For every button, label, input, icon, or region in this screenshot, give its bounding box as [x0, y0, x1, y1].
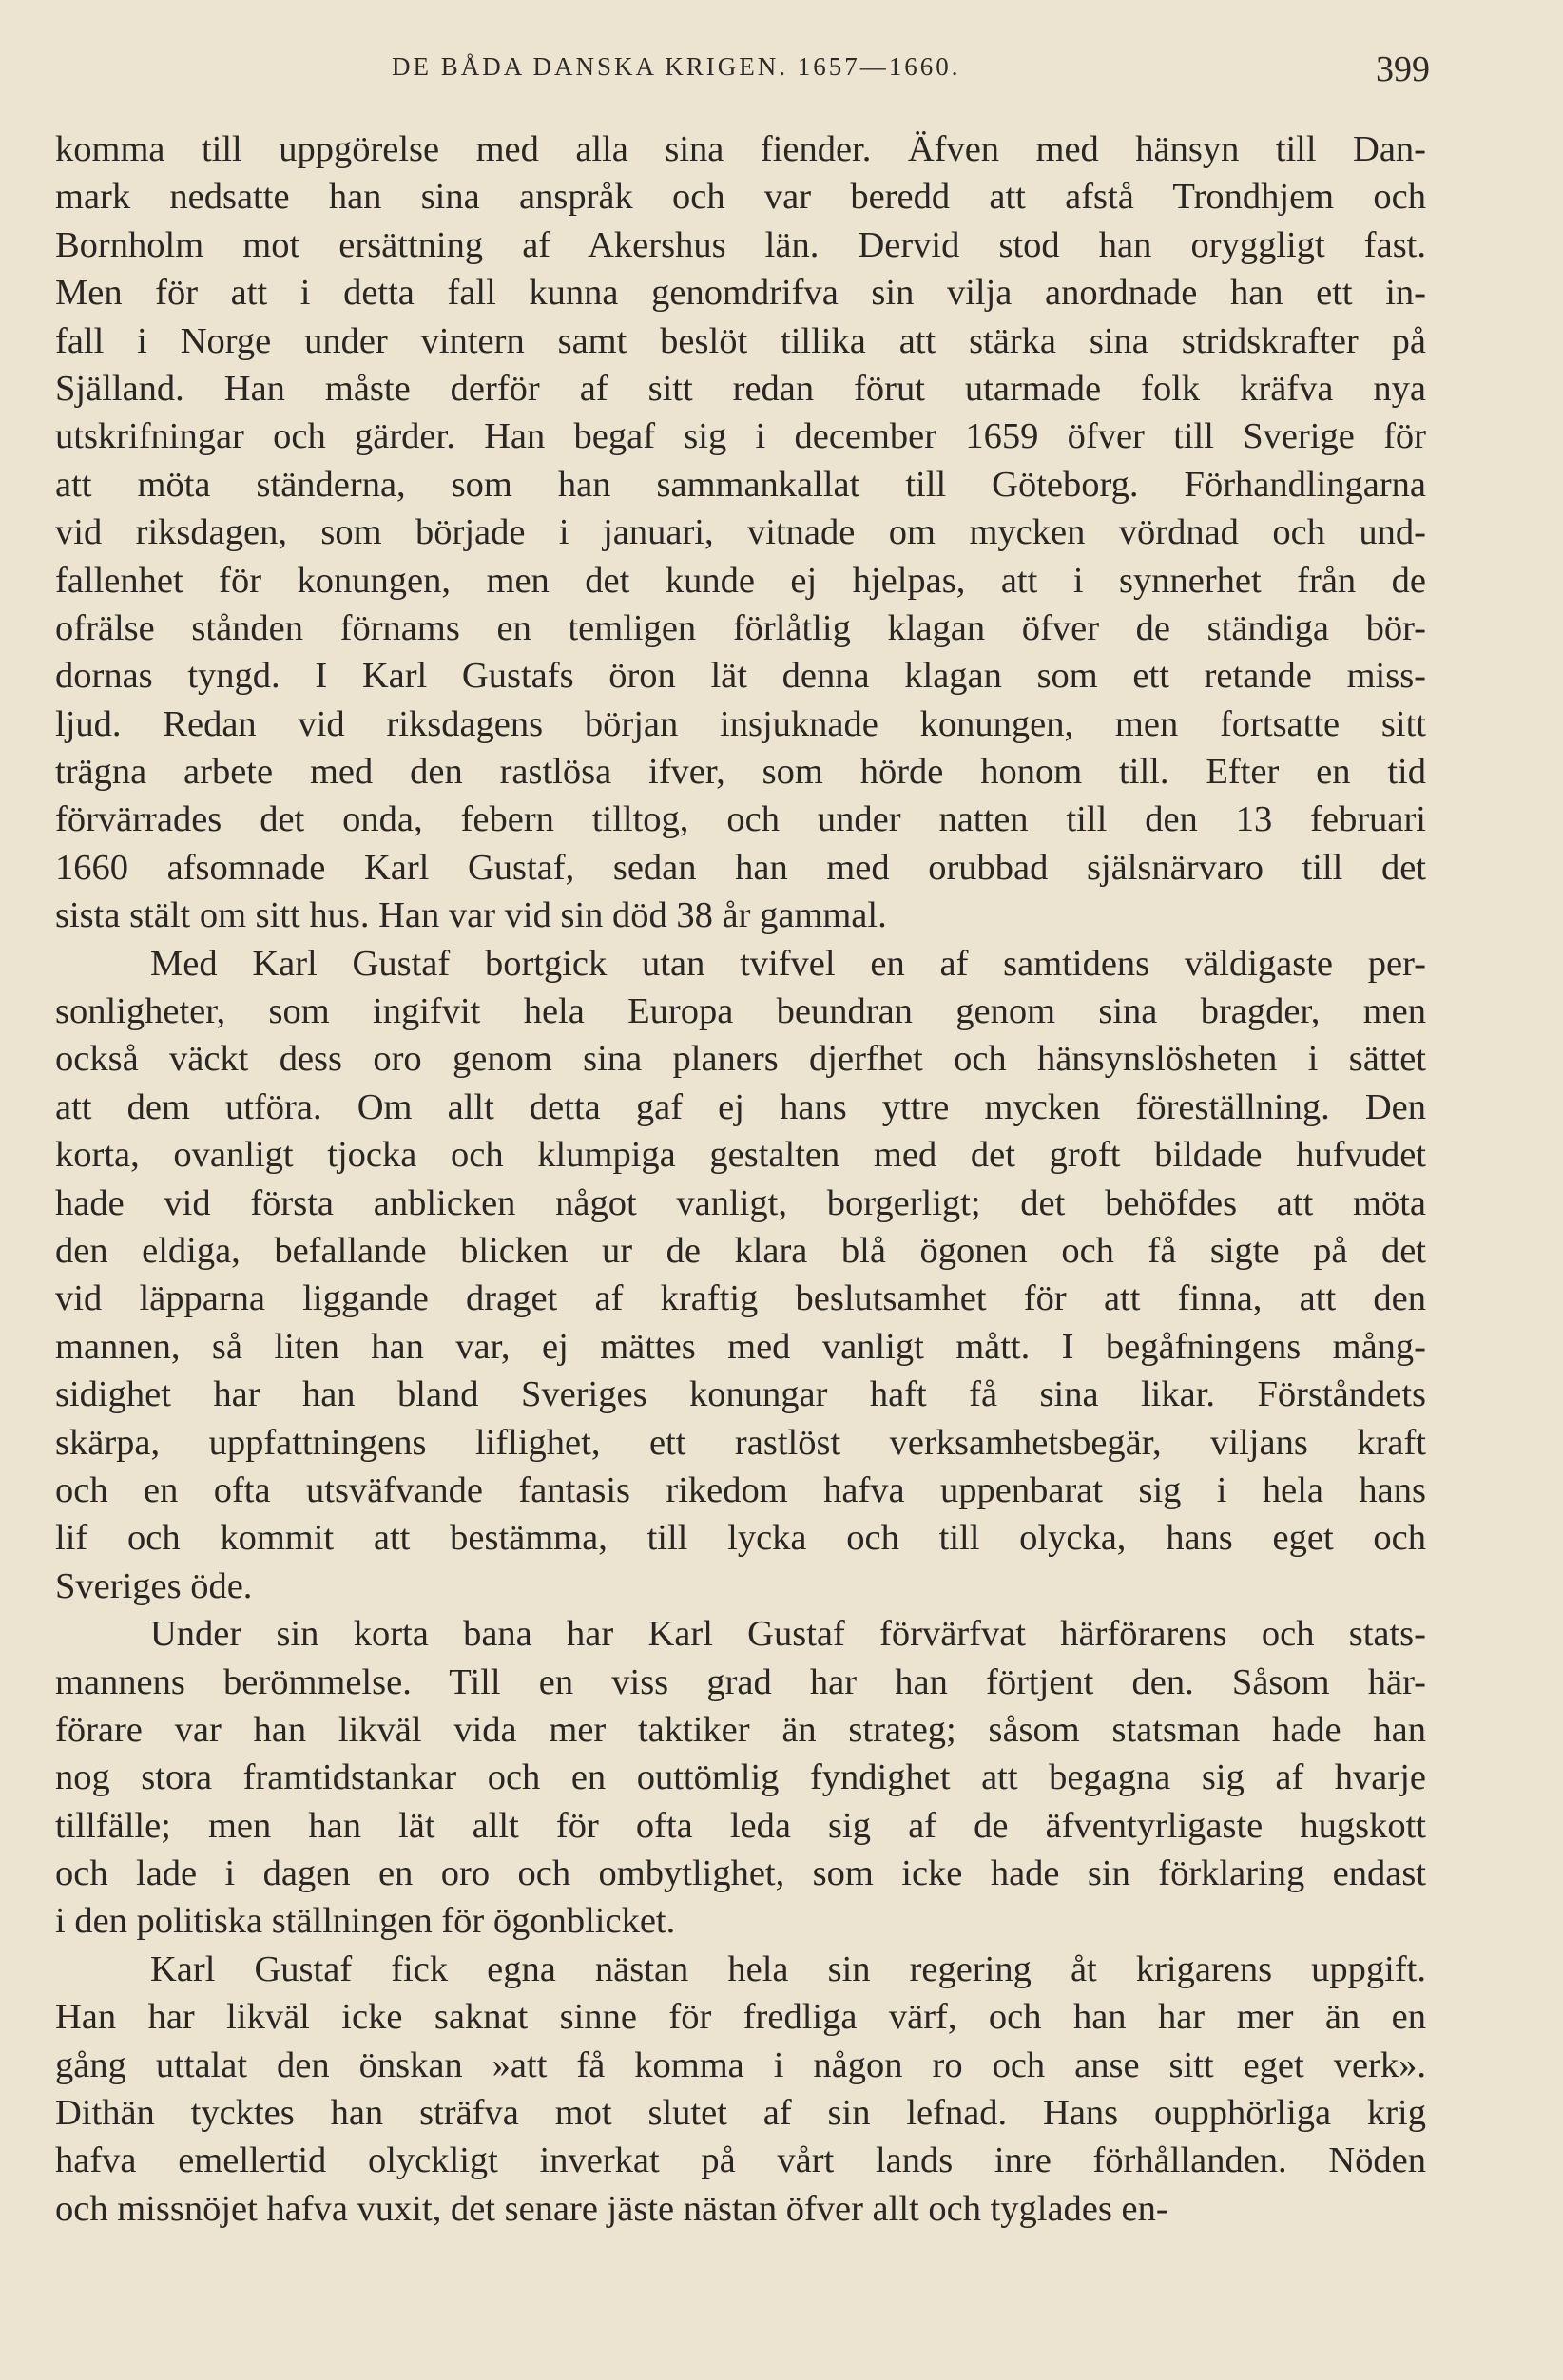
- text-line: Med Karl Gustaf bortgick utan tvifvel en af samtidens väldigaste per-: [150, 943, 1426, 984]
- text-line: mark nedsatte han sina anspråk och var beredd att afstå Trondhjem och: [55, 177, 1426, 218]
- text-line: Men för att i detta fall kunna genomdrifva sin vilja anordnade han ett in-: [55, 273, 1426, 314]
- text-line: lif och kommit att bestämma, till lycka och till olycka, hans eget och: [55, 1518, 1426, 1559]
- text-line: korta, ovanligt tjocka och klumpiga gestalten med det groft bildade hufvudet: [55, 1135, 1426, 1176]
- paragraph: [55, 125, 1426, 940]
- text-line: mannens berömmelse. Till en viss grad har han förtjent den. Såsom här-: [55, 1661, 1426, 1702]
- text-line: också väckt dess oro genom sina planers djerfhet och hänsynslösheten i sättet: [55, 1039, 1426, 1080]
- text-line: förare var han likväl vida mer taktiker än strateg; såsom statsman hade han: [55, 1709, 1426, 1750]
- text-line: och en ofta utsväfvande fantasis rikedom hafva uppenbarat sig i hela hans: [55, 1469, 1426, 1510]
- text-line: och missnöjet hafva vuxit, det senare jäste nästan öfver allt och tyglades en-: [55, 2188, 1168, 2229]
- text-line: förvärrades det onda, febern tilltog, och under natten till den 13 februari: [55, 799, 1426, 840]
- text-line: Bornholm mot ersättning af Akershus län. Dervid stod han oryggligt fast.: [55, 224, 1426, 265]
- text-line: utskrifningar och gärder. Han begaf sig i december 1659 öfver till Sverige för: [55, 416, 1426, 457]
- text-line: skärpa, uppfattningens liflighet, ett rastlöst verksamhetsbegär, viljans kraft: [55, 1422, 1426, 1463]
- body-text: [55, 125, 1426, 2233]
- text-line: i den politiska ställningen för ögonblicket.: [55, 1901, 676, 1942]
- text-line: dornas tyngd. I Karl Gustafs öron lät denna klagan som ett retande miss-: [55, 656, 1426, 697]
- text-line: sidighet har han bland Sveriges konungar haft få sina likar. Förståndets: [55, 1374, 1426, 1415]
- text-line: Karl Gustaf fick egna nästan hela sin regering åt krigarens uppgift.: [150, 1948, 1426, 1989]
- text-line: fall i Norge under vintern samt beslöt tillika att stärka sina stridskrafter på: [55, 320, 1426, 361]
- text-line: sonligheter, som ingifvit hela Europa beundran genom sina bragder, men: [55, 991, 1426, 1032]
- text-line: gång uttalat den önskan »att få komma i någon ro och anse sitt eget verk».: [55, 2044, 1426, 2085]
- text-line: den eldiga, befallande blicken ur de klara blå ögonen och få sigte på det: [55, 1230, 1426, 1271]
- text-line: Han har likväl icke saknat sinne för fredliga värf, och han har mer än en: [55, 1997, 1426, 2038]
- text-line: Sveriges öde.: [55, 1565, 253, 1606]
- text-line: tillfälle; men han lät allt för ofta leda sig af de äfventyrligaste hugskott: [55, 1805, 1426, 1846]
- running-head: [57, 49, 1430, 100]
- text-line: hafva emellertid olyckligt inverkat på vårt lands inre förhållanden. Nöden: [55, 2140, 1426, 2181]
- text-line: och lade i dagen en oro och ombytlighet, som icke hade sin förklaring endast: [55, 1853, 1426, 1894]
- text-line: sista stält om sitt hus. Han var vid sin död 38 år gammal.: [55, 895, 887, 936]
- text-line: nog stora framtidstankar och en outtömlig fyndighet att begagna sig af hvarje: [55, 1757, 1426, 1798]
- paragraph: [55, 1946, 1426, 2233]
- text-line: Under sin korta bana har Karl Gustaf förvärfvat härförarens och stats-: [150, 1614, 1426, 1655]
- text-line: ljud. Redan vid riksdagens början insjuknade konungen, men fortsatte sitt: [55, 703, 1426, 744]
- text-line: att möta ständerna, som han sammankallat till Göteborg. Förhandlingarna: [55, 464, 1426, 505]
- text-line: vid riksdagen, som började i januari, vitnade om mycken vördnad och und-: [55, 512, 1426, 553]
- text-line: komma till uppgörelse med alla sina fiender. Äfven med hänsyn till Dan-: [55, 129, 1426, 169]
- page-number: 399: [1376, 49, 1430, 89]
- text-line: vid läpparna liggande draget af kraftig beslutsamhet för att finna, att den: [55, 1278, 1426, 1319]
- paragraph: [55, 1610, 1426, 1946]
- text-line: trägna arbete med den rastlösa ifver, som hörde honom till. Efter en tid: [55, 752, 1426, 793]
- text-line: fallenhet för konungen, men det kunde ej hjelpas, att i synnerhet från de: [55, 560, 1426, 601]
- text-line: mannen, så liten han var, ej mättes med vanligt mått. I begåfningens mång-: [55, 1326, 1426, 1367]
- chapter-title: DE BÅDA DANSKA KRIGEN. 1657—1660.: [392, 52, 961, 81]
- text-line: hade vid första anblicken något vanligt, borgerligt; det behöfdes att möta: [55, 1182, 1426, 1223]
- text-line: ofrälse stånden förnams en temligen förlåtlig klagan öfver de ständiga bör-: [55, 607, 1426, 648]
- text-line: 1660 afsomnade Karl Gustaf, sedan han med orubbad själsnärvaro till det: [55, 847, 1426, 888]
- paragraph: [55, 940, 1426, 1610]
- text-line: Dithän tycktes han sträfva mot slutet af sin lefnad. Hans oupphörliga krig: [55, 2093, 1426, 2134]
- text-line: Själland. Han måste derför af sitt redan förut utarmade folk kräfva nya: [55, 368, 1426, 409]
- text-line: att dem utföra. Om allt detta gaf ej hans yttre mycken föreställning. Den: [55, 1086, 1426, 1127]
